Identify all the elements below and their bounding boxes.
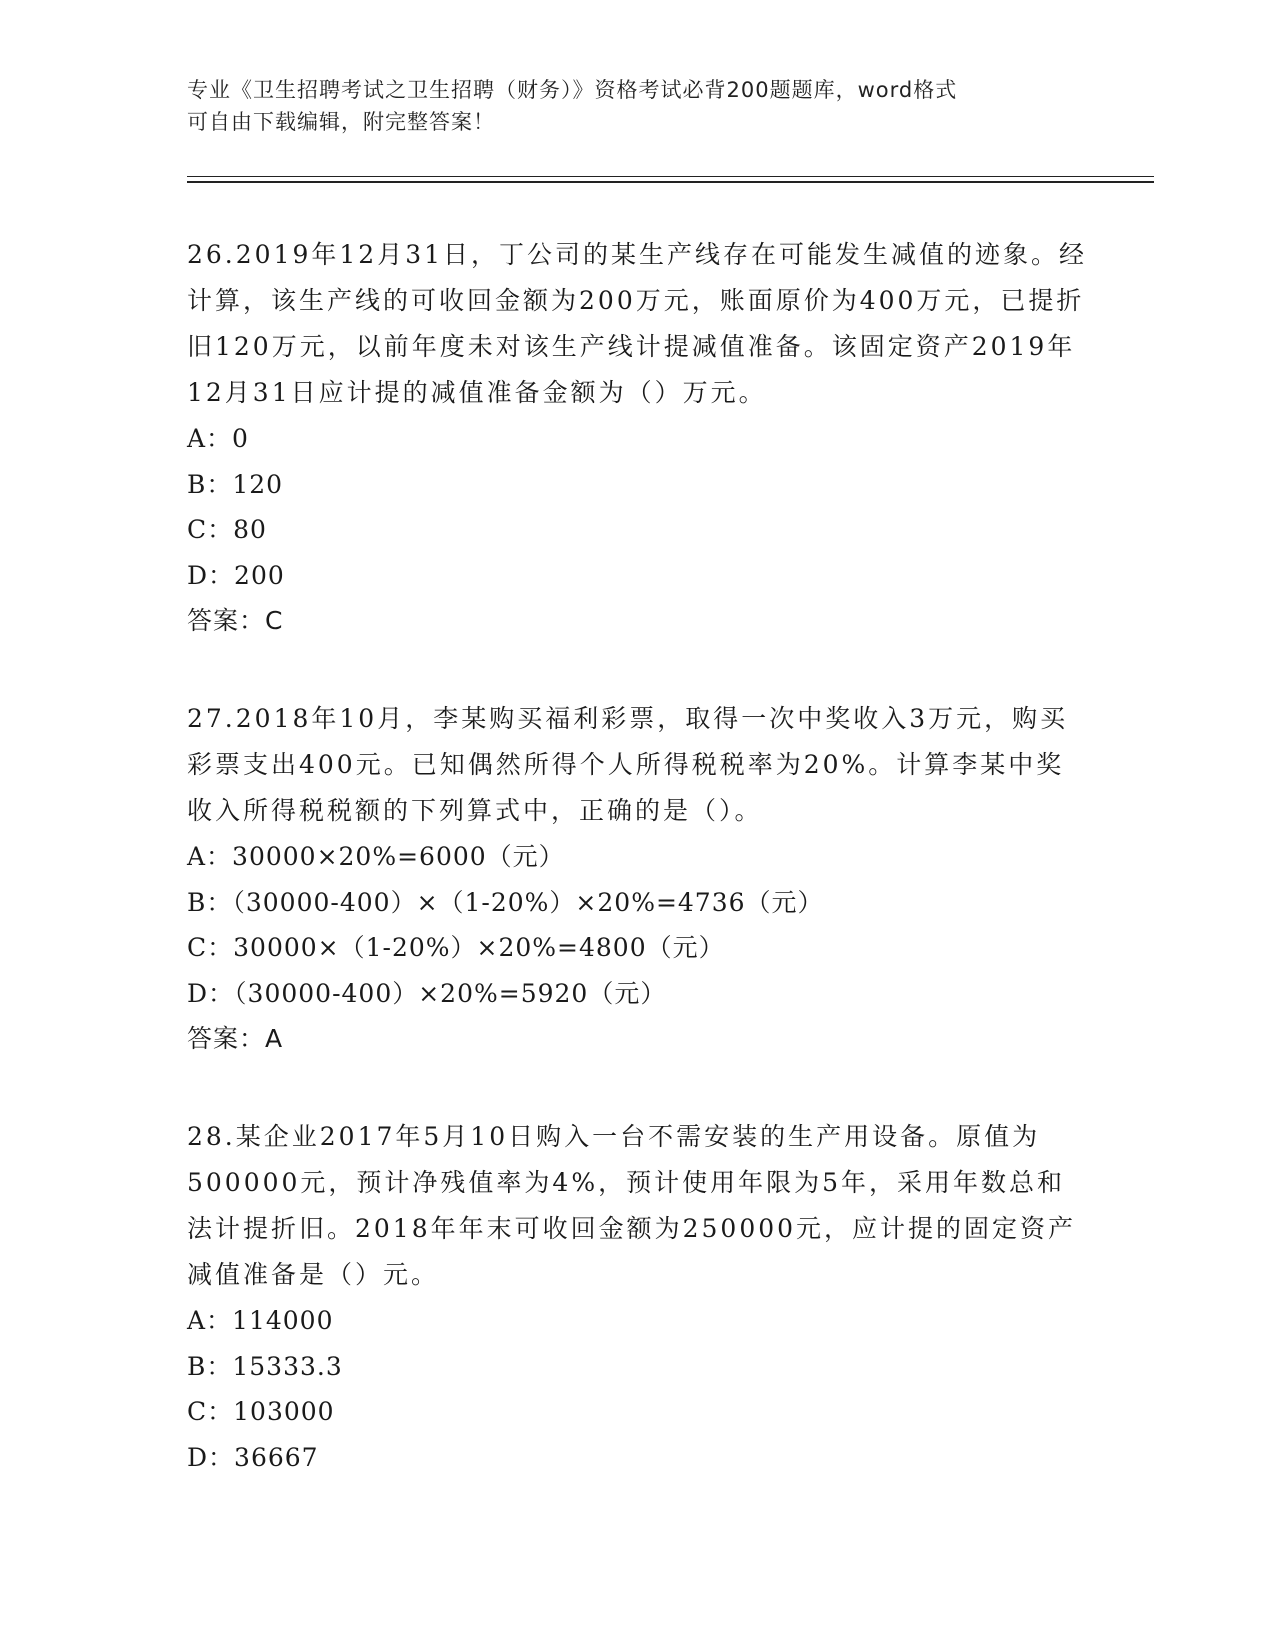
answer-line: 答案：A bbox=[187, 1024, 284, 1053]
option-d: D：36667 bbox=[187, 1442, 319, 1472]
option-b: B：（30000-400）×（1-20%）×20%=4736（元） bbox=[187, 887, 824, 917]
option-a: A：0 bbox=[187, 424, 249, 453]
option-b: B：15333.3 bbox=[187, 1351, 343, 1381]
question-list bbox=[187, 232, 1087, 1532]
header-divider-thin bbox=[187, 176, 1154, 177]
option-c: C：80 bbox=[187, 515, 267, 544]
option-c: C：30000×（1-20%）×20%=4800（元） bbox=[187, 933, 725, 962]
answer-line: 答案：C bbox=[187, 606, 284, 635]
document-header bbox=[187, 74, 1087, 138]
header-divider-thick bbox=[187, 181, 1154, 183]
question-27 bbox=[187, 696, 1087, 1062]
option-d: D：（30000-400）×20%=5920（元） bbox=[187, 978, 667, 1008]
option-a: A：114000 bbox=[187, 1306, 334, 1335]
header-line-1: 专业《卫生招聘考试之卫生招聘（财务）》资格考试必背200题题库，word格式 bbox=[187, 78, 958, 102]
question-stem: 26.2019年12月31日，丁公司的某生产线存在可能发生减值的迹象。经计算，该生产线的可收回金额为200万元，账面原价为400万元，已提折旧120万元，以前年度未对该生产线计提减值准备。该固定资产2019年12月31日应计提的减值准备金额为（）万元。 bbox=[187, 240, 1088, 407]
header-line-2: 可自由下载编辑，附完整答案！ bbox=[187, 110, 495, 134]
option-c: C：103000 bbox=[187, 1397, 335, 1426]
question-stem: 28.某企业2017年5月10日购入一台不需安装的生产用设备。原值为500000元，预计净残值率为4%，预计使用年限为5年，采用年数总和法计提折旧。2018年年末可收回金额为250000元，应计提的固定资产减值准备是（）元。 bbox=[187, 1122, 1077, 1289]
question-stem: 27.2018年10月，李某购买福利彩票，取得一次中奖收入3万元，购买彩票支出400元。已知偶然所得个人所得税税率为20%。计算李某中奖收入所得税税额的下列算式中，正确的是（）。 bbox=[187, 704, 1069, 825]
option-b: B：120 bbox=[187, 469, 284, 499]
question-26 bbox=[187, 232, 1087, 644]
option-d: D：200 bbox=[187, 560, 285, 590]
option-a: A：30000×20%=6000（元） bbox=[187, 842, 565, 871]
question-28 bbox=[187, 1114, 1087, 1480]
